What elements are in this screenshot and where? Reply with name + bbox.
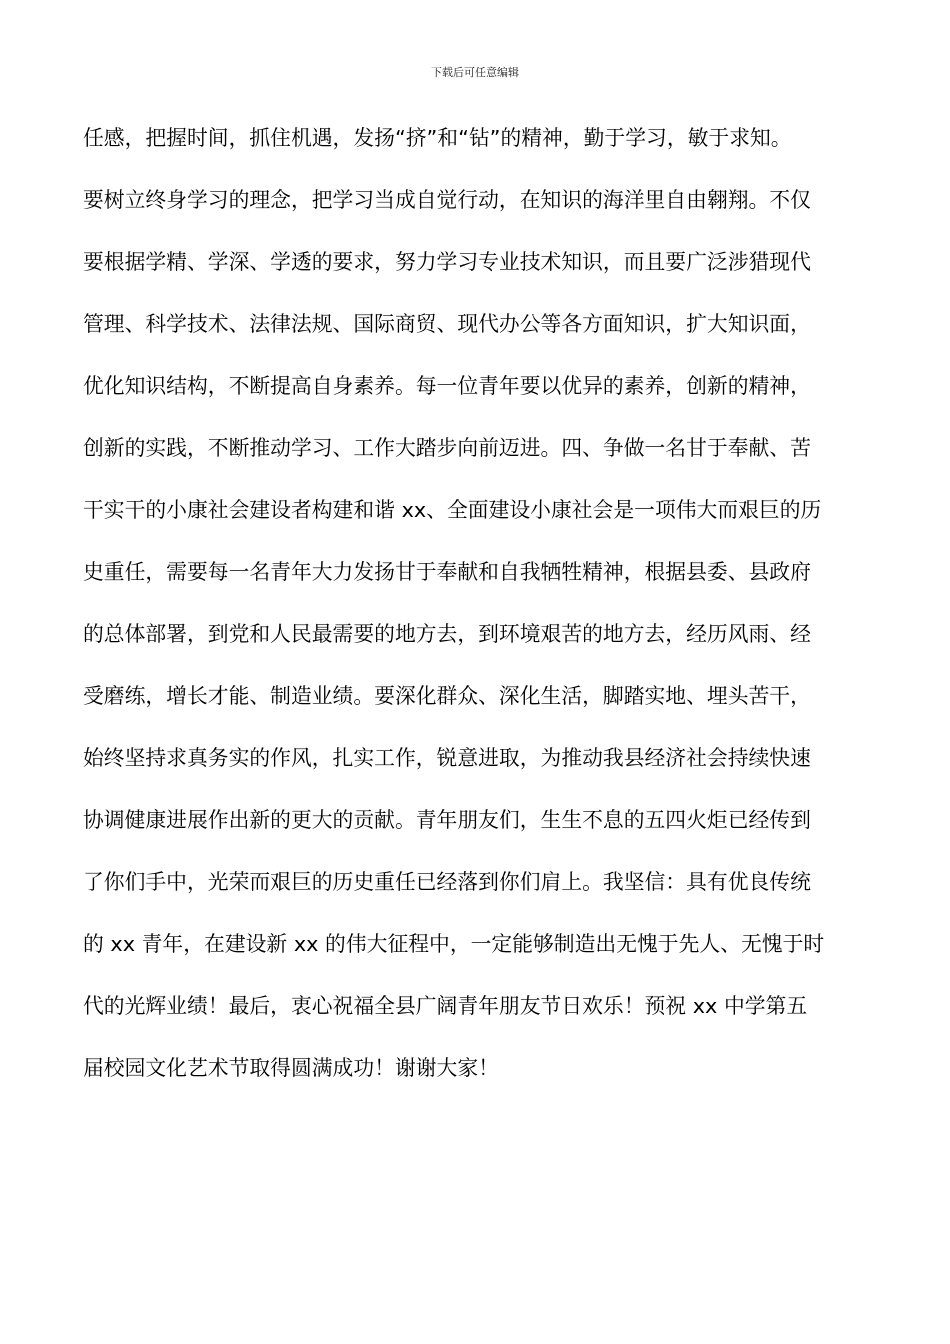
text-line: 的总体部署，到党和人民最需要的地方去，到环境艰苦的地方去，经历风雨、经 bbox=[83, 622, 811, 646]
text-line: 要根据学精、学深、学透的要求，努力学习专业技术知识，而且要广泛涉猎现代 bbox=[83, 250, 811, 274]
text-line: 代的光辉业绩！最后，衷心祝福全县广阔青年朋友节日欢乐！预祝 xx 中学第五 bbox=[83, 994, 808, 1018]
text-line: 受磨练，增长才能、制造业绩。要深化群众、深化生活，脚踏实地、埋头苦干， bbox=[83, 684, 811, 708]
text-line: 史重任，需要每一名青年大力发扬甘于奉献和自我牺牲精神，根据县委、县政府 bbox=[83, 560, 811, 584]
text-line: 要树立终身学习的理念，把学习当成自觉行动，在知识的海洋里自由翱翔。不仅 bbox=[83, 188, 811, 212]
page-header: 下载后可任意编辑 bbox=[431, 66, 519, 79]
text-line: 任感，把握时间，抓住机遇，发扬“挤”和“钻”的精神，勤于学习，敏于求知。 bbox=[83, 126, 792, 150]
text-line: 协调健康进展作出新的更大的贡献。青年朋友们，生生不息的五四火炬已经传到 bbox=[83, 808, 811, 832]
text-line: 的 xx 青年，在建设新 xx 的伟大征程中，一定能够制造出无愧于先人、无愧于时 bbox=[83, 932, 825, 956]
text-line: 管理、科学技术、法律法规、国际商贸、现代办公等各方面知识，扩大知识面， bbox=[83, 312, 811, 336]
text-line: 始终坚持求真务实的作风，扎实工作，锐意进取，为推动我县经济社会持续快速 bbox=[83, 746, 811, 770]
text-line: 优化知识结构，不断提高自身素养。每一位青年要以优异的素养，创新的精神， bbox=[83, 374, 811, 398]
body-text bbox=[83, 116, 883, 1108]
text-line: 干实干的小康社会建设者构建和谐 xx、全面建设小康社会是一项伟大而艰巨的历 bbox=[83, 498, 822, 522]
text-line: 届校园文化艺术节取得圆满成功！谢谢大家！ bbox=[83, 1056, 499, 1080]
text-line: 创新的实践，不断推动学习、工作大踏步向前迈进。四、争做一名甘于奉献、苦 bbox=[83, 436, 811, 460]
text-line: 了你们手中，光荣而艰巨的历史重任已经落到你们肩上。我坚信：具有优良传统 bbox=[83, 870, 811, 894]
